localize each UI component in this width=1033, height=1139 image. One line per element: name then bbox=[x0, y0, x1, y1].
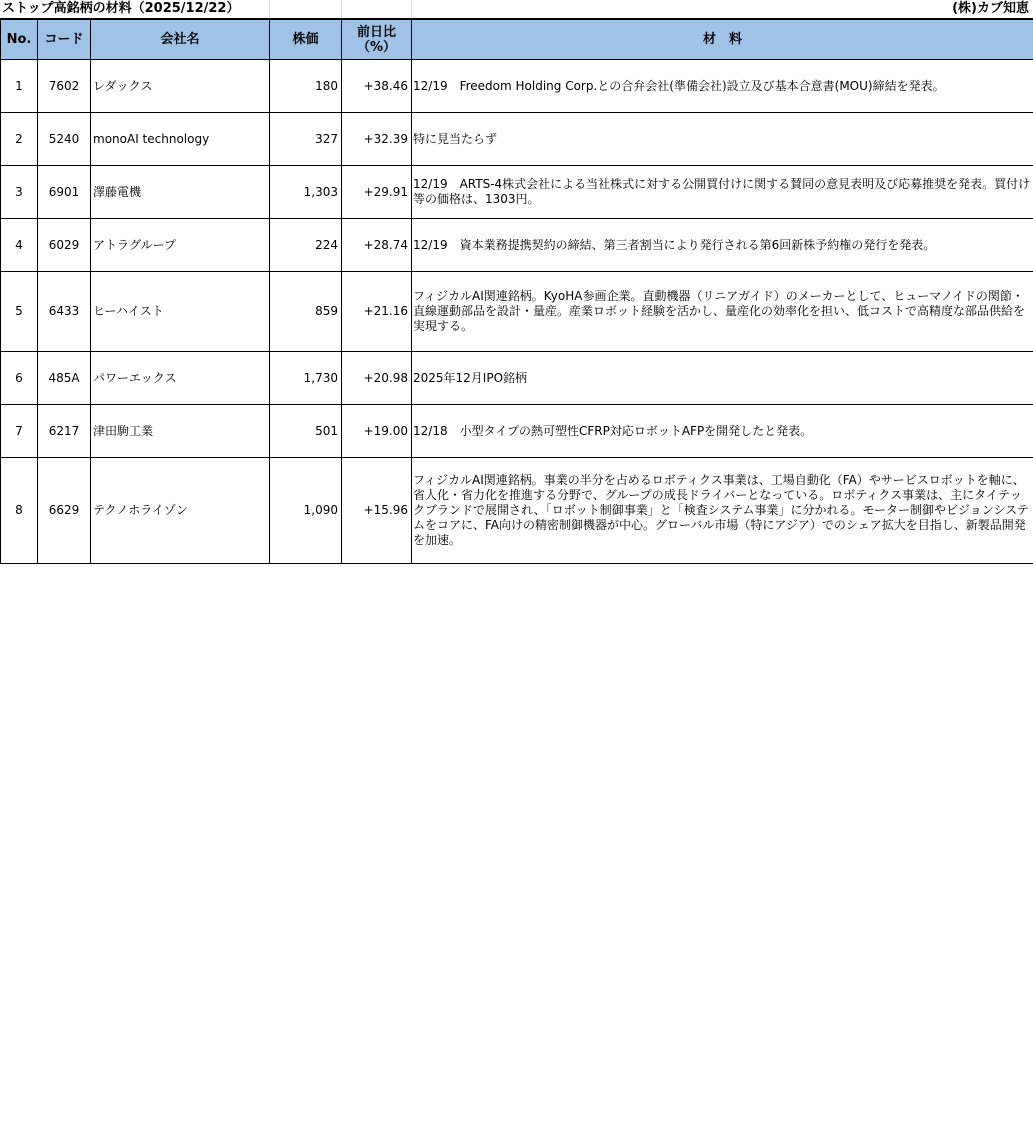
cell-name: パワーエックス bbox=[91, 352, 270, 405]
cell-change: +21.16 bbox=[342, 272, 412, 352]
title-row bbox=[0, 0, 1033, 19]
cell-change: +20.98 bbox=[342, 352, 412, 405]
cell-name: レダックス bbox=[91, 60, 270, 113]
header-row bbox=[1, 20, 1033, 60]
cell-no: 3 bbox=[1, 166, 38, 219]
cell-price: 1,730 bbox=[270, 352, 342, 405]
cell-code: 485A bbox=[38, 352, 91, 405]
header-material: 材 料 bbox=[412, 20, 1033, 60]
table-row bbox=[1, 60, 1033, 113]
cell-change: +32.39 bbox=[342, 113, 412, 166]
spreadsheet bbox=[0, 0, 1033, 564]
header-code: コード bbox=[38, 20, 91, 60]
gridline bbox=[269, 0, 270, 18]
cell-code: 6629 bbox=[38, 458, 91, 564]
cell-price: 224 bbox=[270, 219, 342, 272]
header-price: 株価 bbox=[270, 20, 342, 60]
cell-no: 8 bbox=[1, 458, 38, 564]
cell-price: 501 bbox=[270, 405, 342, 458]
gridline bbox=[411, 0, 412, 18]
cell-material: 12/18 小型タイプの熱可塑性CFRP対応ロボットAFPを開発したと発表。 bbox=[412, 405, 1033, 458]
cell-price: 327 bbox=[270, 113, 342, 166]
cell-material: 2025年12月IPO銘柄 bbox=[412, 352, 1033, 405]
cell-change: +15.96 bbox=[342, 458, 412, 564]
header-no: No. bbox=[1, 20, 38, 60]
table-row bbox=[1, 405, 1033, 458]
company-name: (株)カブ知恵 bbox=[952, 1, 1029, 16]
cell-material: 12/19 Freedom Holding Corp.との合弁会社(準備会社)設立及び基本合意書(MOU)締結を発表。 bbox=[412, 60, 1033, 113]
cell-name: 澤藤電機 bbox=[91, 166, 270, 219]
header-change: 前日比 （%） bbox=[342, 20, 412, 60]
table-row bbox=[1, 219, 1033, 272]
cell-change: +38.46 bbox=[342, 60, 412, 113]
cell-code: 6901 bbox=[38, 166, 91, 219]
cell-code: 6433 bbox=[38, 272, 91, 352]
cell-no: 4 bbox=[1, 219, 38, 272]
table-row bbox=[1, 113, 1033, 166]
table-row bbox=[1, 166, 1033, 219]
cell-no: 1 bbox=[1, 60, 38, 113]
stock-table bbox=[0, 19, 1033, 564]
cell-price: 1,090 bbox=[270, 458, 342, 564]
cell-change: +28.74 bbox=[342, 219, 412, 272]
cell-material: フィジカルAI関連銘柄。事業の半分を占めるロボティクス事業は、工場自動化（FA）やサービスロボットを軸に、省人化・省力化を推進する分野で、グループの成長ドライバーとなっている。ロボティクス事業は、主にタイテックブランドで展開され、「ロボット制御事業」と「検査システム事業」に分かれる。モーター制御やビジョンシステムをコアに、FA向けの精密制御機器が中心。グローバル市場（特にアジア）でのシェア拡大を目指し、新製品開発を加速。 bbox=[412, 458, 1033, 564]
table-row bbox=[1, 458, 1033, 564]
cell-change: +29.91 bbox=[342, 166, 412, 219]
cell-code: 6029 bbox=[38, 219, 91, 272]
cell-name: テクノホライゾン bbox=[91, 458, 270, 564]
cell-change: +19.00 bbox=[342, 405, 412, 458]
cell-no: 5 bbox=[1, 272, 38, 352]
cell-name: ヒーハイスト bbox=[91, 272, 270, 352]
cell-material: 12/19 ARTS-4株式会社による当社株式に対する公開買付けに関する賛同の意見表明及び応募推奨を発表。買付け等の価格は、1303円。 bbox=[412, 166, 1033, 219]
cell-code: 5240 bbox=[38, 113, 91, 166]
cell-material: フィジカルAI関連銘柄。KyoHA参画企業。直動機器（リニアガイド）のメーカーとして、ヒューマノイドの関節・直線運動部品を設計・量産。産業ロボット経験を活かし、量産化の効率化を担い、低コストで高精度な部品供給を実現する。 bbox=[412, 272, 1033, 352]
cell-material: 特に見当たらず bbox=[412, 113, 1033, 166]
cell-price: 1,303 bbox=[270, 166, 342, 219]
header-name: 会社名 bbox=[91, 20, 270, 60]
cell-material: 12/19 資本業務提携契約の締結、第三者割当により発行される第6回新株予約権の発行を発表。 bbox=[412, 219, 1033, 272]
cell-price: 859 bbox=[270, 272, 342, 352]
table-row bbox=[1, 352, 1033, 405]
cell-name: monoAI technology bbox=[91, 113, 270, 166]
cell-price: 180 bbox=[270, 60, 342, 113]
cell-no: 6 bbox=[1, 352, 38, 405]
sheet-title: ストップ高銘柄の材料（2025/12/22） bbox=[2, 1, 240, 16]
cell-name: アトラグループ bbox=[91, 219, 270, 272]
cell-code: 6217 bbox=[38, 405, 91, 458]
cell-name: 津田駒工業 bbox=[91, 405, 270, 458]
table-row bbox=[1, 272, 1033, 352]
cell-no: 7 bbox=[1, 405, 38, 458]
gridline bbox=[341, 0, 342, 18]
cell-code: 7602 bbox=[38, 60, 91, 113]
cell-no: 2 bbox=[1, 113, 38, 166]
